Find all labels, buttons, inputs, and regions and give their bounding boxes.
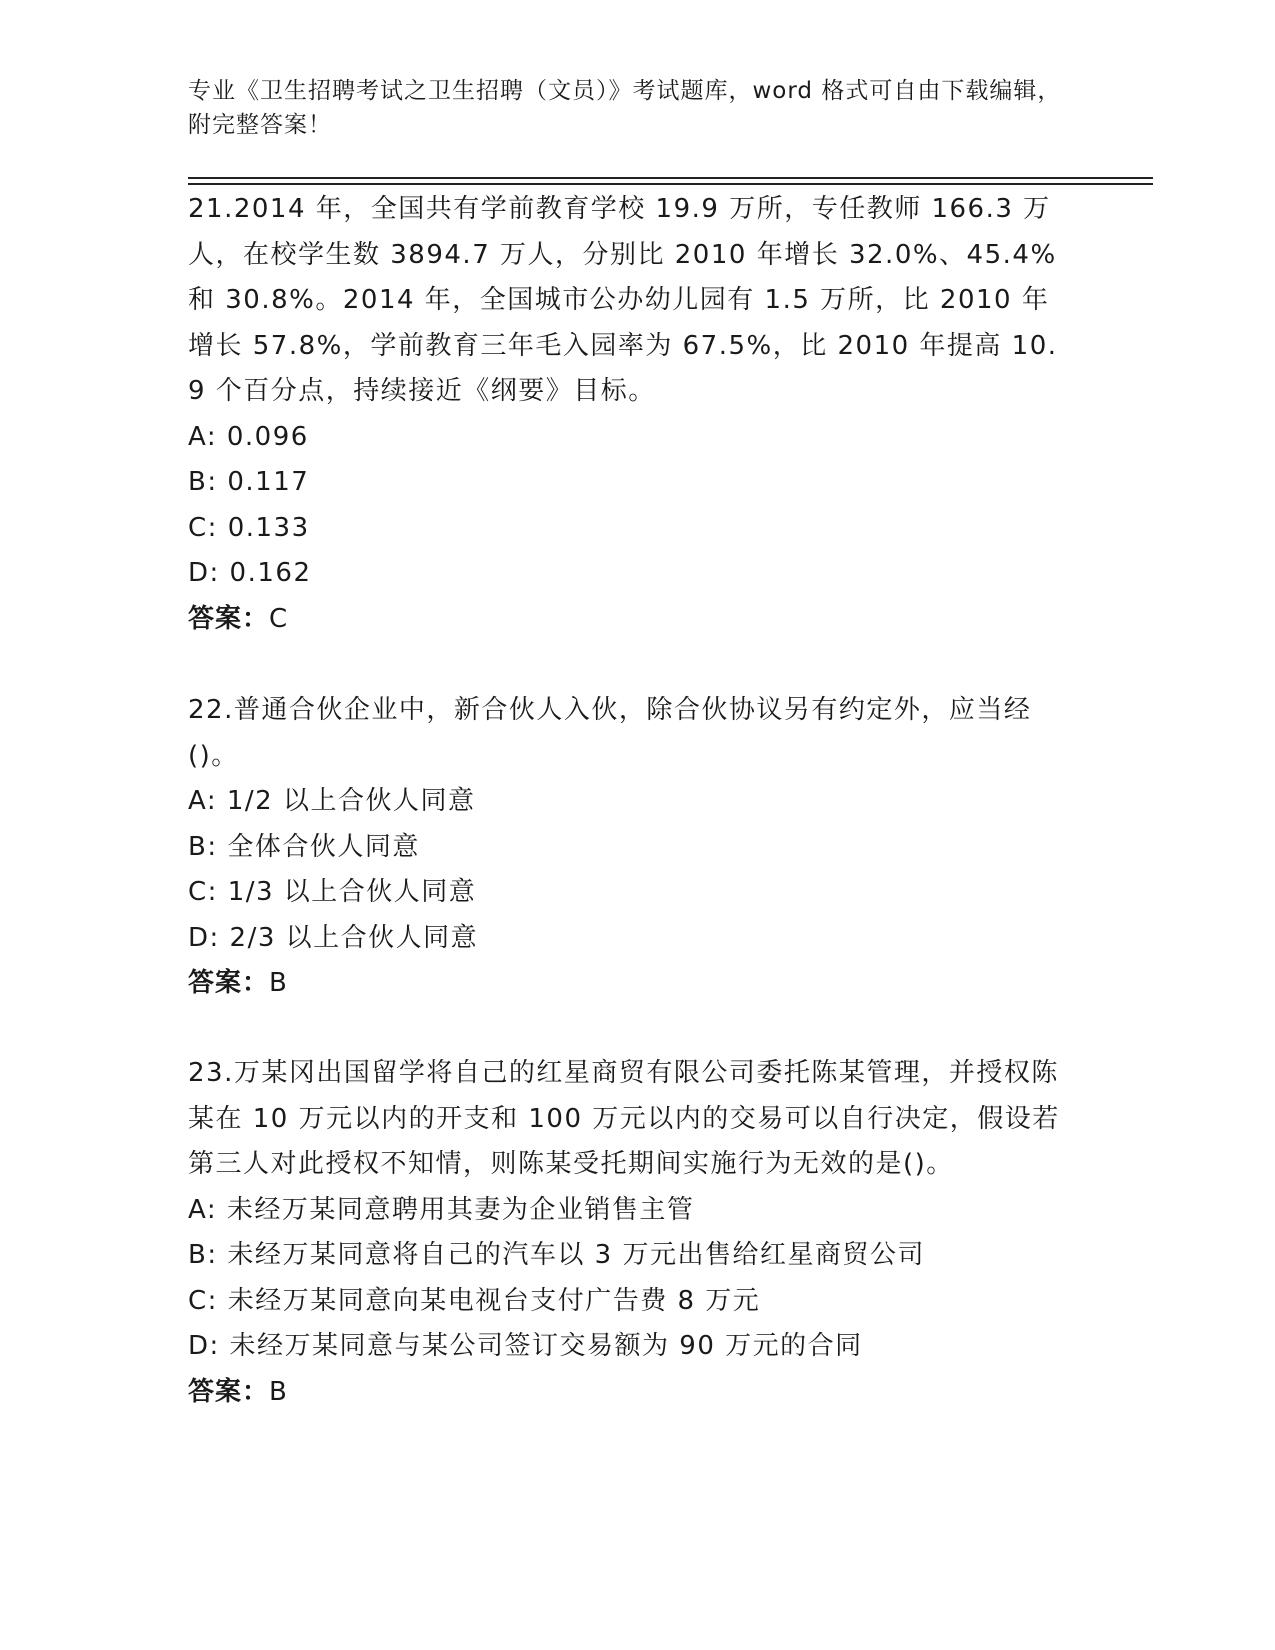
option-text: 2/3 以上合伙人同意: [229, 922, 479, 953]
option-label: D:: [188, 922, 230, 953]
answer-line: [188, 1370, 1073, 1416]
option-text: 1/2 以上合伙人同意: [226, 786, 476, 816]
answer-label: 答案：: [188, 968, 270, 998]
question-text: 21.2014 年，全国共有学前教育学校 19.9 万所，专任教师 166.3 万人，在校学生数 3894.7 万人，分别比 2010 年增长 32.0%、45.4%和 30.8%。2014 年，全国城市公办幼儿园有 1.5 万所，比 2010 年增长 57.8%，学前教育三年毛入园率为 67.5%，比 2010 年提高 10.9 个百分点，持续接近《纲要》目标。: [188, 194, 1058, 406]
option-label: B:: [188, 1240, 228, 1270]
option-label: D:: [188, 1331, 230, 1361]
answer-value: B: [269, 968, 288, 998]
option-text: 未经万某同意与某公司签订交易额为 90 万元的合同: [229, 1331, 863, 1361]
answer-label: 答案：: [188, 603, 270, 634]
answer-label: 答案：: [188, 1376, 270, 1407]
option-b: [188, 1233, 1073, 1279]
answer-line: [188, 597, 1073, 643]
header-divider-bottom: [188, 183, 1153, 185]
option-a: [188, 1188, 1073, 1234]
option-text: 未经万某同意聘用其妻为企业销售主管: [226, 1194, 695, 1225]
option-c: [188, 1279, 1073, 1325]
answer-line: [188, 961, 1073, 1007]
document-header: 专业《卫生招聘考试之卫生招聘（文员）》考试题库，word 格式可自由下载编辑，附完整答案！: [188, 78, 1062, 138]
question-text: 22.普通合伙企业中，新合伙人入伙，除合伙协议另有约定外，应当经()。: [188, 695, 1032, 771]
option-b: [188, 825, 1073, 871]
option-label: A:: [188, 786, 227, 816]
question-21: [188, 187, 1073, 642]
option-text: 0.133: [227, 512, 310, 543]
option-label: B:: [188, 831, 228, 862]
option-a: [188, 415, 1073, 461]
option-d: [188, 551, 1073, 597]
question-22: [188, 688, 1073, 1007]
option-label: D:: [188, 558, 230, 588]
option-label: C:: [188, 512, 228, 543]
option-text: 1/3 以上合伙人同意: [227, 877, 477, 907]
option-label: C:: [188, 877, 228, 907]
answer-value: B: [269, 1376, 288, 1407]
answer-value: C: [269, 603, 289, 634]
option-text: 未经万某同意向某电视台支付广告费 8 万元: [227, 1285, 761, 1316]
option-b: [188, 460, 1073, 506]
option-text: 未经万某同意将自己的汽车以 3 万元出售给红星商贸公司: [227, 1240, 925, 1270]
option-d: [188, 916, 1073, 962]
option-label: A:: [188, 1194, 227, 1225]
question-23: [188, 1051, 1073, 1415]
option-c: [188, 870, 1073, 916]
option-label: B:: [188, 467, 228, 497]
option-label: A:: [188, 421, 227, 452]
option-c: [188, 506, 1073, 552]
option-label: C:: [188, 1285, 228, 1316]
option-text: 0.162: [229, 558, 312, 588]
header-divider-top: [188, 177, 1153, 179]
option-text: 全体合伙人同意: [227, 831, 420, 862]
option-d: [188, 1324, 1073, 1370]
question-text: 23.万某冈出国留学将自己的红星商贸有限公司委托陈某管理，并授权陈某在 10 万元以内的开支和 100 万元以内的交易可以自行决定，假设若第三人对此授权不知情，则陈某受托期间实施行为无效的是()。: [188, 1058, 1060, 1179]
option-text: 0.096: [226, 421, 309, 452]
option-a: [188, 779, 1073, 825]
option-text: 0.117: [227, 467, 310, 497]
